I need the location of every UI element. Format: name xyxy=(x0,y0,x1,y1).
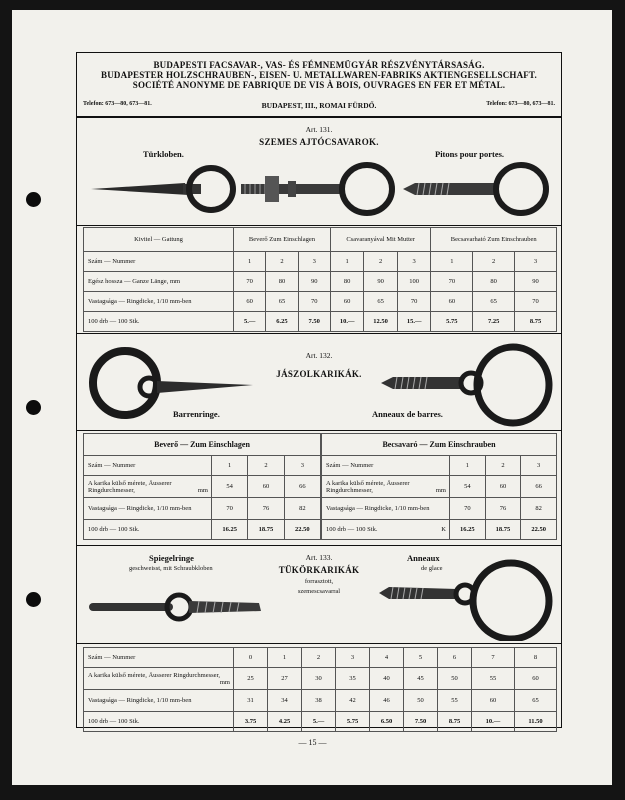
phone-right: Telefon: 673—80, 673—81. xyxy=(486,101,555,107)
table-cell: 2 xyxy=(364,252,397,272)
table-row xyxy=(322,498,557,520)
company-name-de: BUDAPESTER HOLZSCHRAUBEN-, EISEN- U. METALLWAREN-FABRIKS AKTIENGESELLSCHAFT. xyxy=(101,70,537,80)
mirror-ring-large xyxy=(379,563,549,639)
table-row xyxy=(84,476,321,498)
table-cell: 100 xyxy=(397,272,431,292)
art-133-caption-right: Anneaux xyxy=(407,553,440,563)
table-cell: 82 xyxy=(521,498,557,520)
table-cell: 15.— xyxy=(397,312,431,332)
divider xyxy=(77,225,561,226)
table-header-kivitel: Kivitel — Gattung xyxy=(84,228,234,252)
table-cell: 22.50 xyxy=(521,520,557,540)
table-cell: 76 xyxy=(485,498,521,520)
table-cell: 70 xyxy=(431,272,473,292)
row-label: Vastagsága — Ringdicke, 1/10 mm-ben xyxy=(84,690,234,712)
bolt-eye-hook xyxy=(241,165,392,213)
table-cell: 90 xyxy=(515,272,557,292)
row-label: 100 drb — 100 Stk. xyxy=(84,520,212,540)
table-cell: 40 xyxy=(370,668,404,690)
row-label: Szám — Nummer xyxy=(84,252,234,272)
table-cell: 82 xyxy=(284,498,320,520)
phone-left: Telefon: 673—80, 673—81. xyxy=(83,101,152,107)
art-132-right-head: Becsavaró — Zum Einschrauben xyxy=(322,434,557,456)
table-cell: 70 xyxy=(298,292,330,312)
table-cell: 70 xyxy=(234,272,266,292)
table-cell: 27 xyxy=(268,668,302,690)
table-cell: 3.75 xyxy=(234,712,268,732)
table-cell: 1 xyxy=(268,648,302,668)
art-133-caption-left-sub: geschweisst, mit Schraubkloben xyxy=(129,565,213,572)
page-frame xyxy=(76,52,562,728)
table-row xyxy=(84,520,321,540)
divider xyxy=(77,430,561,431)
table-cell: 25 xyxy=(234,668,268,690)
table-cell: 54 xyxy=(450,476,486,498)
company-header xyxy=(77,53,561,118)
table-cell: 8.75 xyxy=(515,312,557,332)
table-cell: 5 xyxy=(404,648,438,668)
row-label: 100 drb — 100 Stk. K xyxy=(322,520,450,540)
art-131-illustration xyxy=(85,159,555,225)
spike-eye-hook xyxy=(91,168,233,210)
table-cell: 30 xyxy=(302,668,336,690)
table-group-header: Becsavarható Zum Einschrauben xyxy=(431,228,557,252)
table-row xyxy=(84,690,557,712)
table-cell: 1 xyxy=(234,252,266,272)
page-number: — 15 — xyxy=(298,738,327,747)
table-cell: 60 xyxy=(431,292,473,312)
table-cell: 10.— xyxy=(472,712,515,732)
table-cell: 35 xyxy=(336,668,370,690)
table-cell: 65 xyxy=(364,292,397,312)
art-131-title: SZEMES AJTÓCSAVAROK. xyxy=(259,137,379,147)
table-cell: 8.75 xyxy=(438,712,472,732)
table-cell: 31 xyxy=(234,690,268,712)
art-132-right-table xyxy=(321,433,557,540)
table-cell: 1 xyxy=(330,252,363,272)
table-cell: 12.50 xyxy=(364,312,397,332)
table-cell: 65 xyxy=(266,292,298,312)
table-cell: 55 xyxy=(438,690,472,712)
table-row xyxy=(322,456,557,476)
table-cell: 7.50 xyxy=(404,712,438,732)
table-cell: 34 xyxy=(268,690,302,712)
divider xyxy=(77,643,561,644)
art-132-title: JÁSZOLKARIKÁK. xyxy=(276,369,362,379)
address: BUDAPEST, III., ROMAI FÜRDŐ. xyxy=(261,101,377,110)
table-cell: 7.50 xyxy=(298,312,330,332)
table-cell: 1 xyxy=(450,456,486,476)
divider xyxy=(77,545,561,546)
art-133-subtitle-1: forrasztott, xyxy=(304,578,334,585)
table-row xyxy=(322,476,557,498)
table-cell: 5.75 xyxy=(336,712,370,732)
table-cell: 50 xyxy=(404,690,438,712)
table-cell: 76 xyxy=(248,498,284,520)
table-cell: 54 xyxy=(212,476,248,498)
table-row xyxy=(84,292,557,312)
art-131-caption-right: Pitons pour portes. xyxy=(435,149,505,159)
table-cell: 38 xyxy=(302,690,336,712)
table-group-header: Csavaranyával Mit Mutter xyxy=(330,228,431,252)
art-133-title: TÜKÖRKARIKÁK xyxy=(278,565,360,575)
row-label: A karika külső mérete, Äusserer Ringdurchmesser, mm xyxy=(84,476,212,498)
table-cell: 2 xyxy=(473,252,515,272)
table-group-header: Beverő Zum Einschlagen xyxy=(234,228,331,252)
table-cell: 10.— xyxy=(330,312,363,332)
table-cell: 60 xyxy=(472,690,515,712)
table-cell: 66 xyxy=(521,476,557,498)
art-132-caption-right: Anneaux de barres. xyxy=(372,409,443,419)
table-cell: 7 xyxy=(472,648,515,668)
table-cell: 8 xyxy=(514,648,556,668)
table-cell: 70 xyxy=(450,498,486,520)
table-cell: 50 xyxy=(438,668,472,690)
art-133-table xyxy=(83,647,557,732)
art-132-caption-left: Barrenringe. xyxy=(173,409,220,419)
table-cell: 80 xyxy=(330,272,363,292)
punch-hole xyxy=(26,400,41,415)
art-131-table xyxy=(83,227,557,332)
table-cell: 3 xyxy=(521,456,557,476)
table-cell: 3 xyxy=(515,252,557,272)
table-cell: 3 xyxy=(397,252,431,272)
barrenring-drive-in xyxy=(93,351,253,415)
table-row xyxy=(84,648,557,668)
table-cell: 16.25 xyxy=(212,520,248,540)
row-label: 100 drb — 100 Stk. xyxy=(84,712,234,732)
table-cell: 6.25 xyxy=(266,312,298,332)
table-cell: 45 xyxy=(404,668,438,690)
table-row xyxy=(84,272,557,292)
art-133-subtitle-2: szemescsavarral xyxy=(297,588,341,595)
table-cell: 2 xyxy=(485,456,521,476)
table-cell: 18.75 xyxy=(248,520,284,540)
table-cell: 1 xyxy=(212,456,248,476)
table-cell: 3 xyxy=(284,456,320,476)
art-133-number: Art. 133. xyxy=(305,553,333,562)
table-cell: 22.50 xyxy=(284,520,320,540)
table-cell: 6.50 xyxy=(370,712,404,732)
art-133-caption-right-sub: de glace xyxy=(421,565,443,572)
art-132-left-head: Beverő — Zum Einschlagen xyxy=(84,434,321,456)
art-132-left-table xyxy=(83,433,321,540)
table-cell: 4 xyxy=(370,648,404,668)
table-cell: 11.50 xyxy=(514,712,556,732)
table-cell: 66 xyxy=(284,476,320,498)
table-cell: 60 xyxy=(330,292,363,312)
table-cell: 5.— xyxy=(302,712,336,732)
row-label: Vastagsága — Ringdicke, 1/10 mm-ben xyxy=(84,498,212,520)
table-cell: 70 xyxy=(397,292,431,312)
mirror-ring-small xyxy=(89,595,261,619)
table-row xyxy=(84,456,321,476)
table-cell: 60 xyxy=(248,476,284,498)
table-cell: 3 xyxy=(298,252,330,272)
table-cell: 42 xyxy=(336,690,370,712)
punch-hole xyxy=(26,592,41,607)
table-cell: 1 xyxy=(431,252,473,272)
table-row xyxy=(84,252,557,272)
table-cell: 60 xyxy=(485,476,521,498)
table-cell: 2 xyxy=(248,456,284,476)
art-131-number: Art. 131. xyxy=(305,125,333,134)
table-cell: 60 xyxy=(234,292,266,312)
table-cell: 80 xyxy=(473,272,515,292)
row-label: A karika külső mérete, Äusserer Ringdurchmesser, mm xyxy=(84,668,234,690)
table-cell: 70 xyxy=(212,498,248,520)
table-cell: 46 xyxy=(370,690,404,712)
table-cell: 70 xyxy=(515,292,557,312)
row-label: Vastagsága — Ringdicke, 1/10 mm-ben xyxy=(322,498,450,520)
row-label: Egész hossza — Ganze Länge, mm xyxy=(84,272,234,292)
art-133-caption-left: Spiegelringe xyxy=(149,553,194,563)
table-row xyxy=(84,668,557,690)
table-cell: 7.25 xyxy=(473,312,515,332)
table-cell: 90 xyxy=(364,272,397,292)
table-cell: 18.75 xyxy=(485,520,521,540)
table-cell: 5.75 xyxy=(431,312,473,332)
art-131-caption-left: Türkloben. xyxy=(143,149,184,159)
row-label: A karika külső mérete, Äusserer Ringdurchmesser, mm xyxy=(322,476,450,498)
table-row xyxy=(322,520,557,540)
company-name-hu: BUDAPESTI FACSAVAR-, VAS- ÉS FÉMNEMÜGYÁR RÉSZVÉNYTÁRSASÁG. xyxy=(153,60,485,70)
table-cell: 80 xyxy=(266,272,298,292)
company-name-fr: SOCIÉTÉ ANONYME DE FABRIQUE DE VIS À BOIS, OUVRAGES EN FER ET MÉTAL. xyxy=(132,80,506,90)
table-row xyxy=(84,498,321,520)
table-row xyxy=(84,312,557,332)
table-cell: 4.25 xyxy=(268,712,302,732)
row-label: Szám — Nummer xyxy=(84,456,212,476)
table-cell: 16.25 xyxy=(450,520,486,540)
table-cell: 6 xyxy=(438,648,472,668)
punch-hole xyxy=(26,192,41,207)
row-label: Szám — Nummer xyxy=(84,648,234,668)
table-cell: 90 xyxy=(298,272,330,292)
row-label: 100 drb — 100 Stk. xyxy=(84,312,234,332)
table-cell: 55 xyxy=(472,668,515,690)
table-cell: 3 xyxy=(336,648,370,668)
row-label: Vastagsága — Ringdicke, 1/10 mm-ben xyxy=(84,292,234,312)
table-cell: 0 xyxy=(234,648,268,668)
art-133-illustration xyxy=(83,549,557,641)
table-cell: 5.— xyxy=(234,312,266,332)
table-cell: 60 xyxy=(514,668,556,690)
table-cell: 65 xyxy=(473,292,515,312)
table-cell: 2 xyxy=(266,252,298,272)
divider xyxy=(77,333,561,334)
table-cell: 2 xyxy=(302,648,336,668)
table-cell: 65 xyxy=(514,690,556,712)
row-label: Szám — Nummer xyxy=(322,456,450,476)
screw-eye-hook xyxy=(403,165,546,213)
art-132-number: Art. 132. xyxy=(305,351,333,360)
table-row xyxy=(84,712,557,732)
